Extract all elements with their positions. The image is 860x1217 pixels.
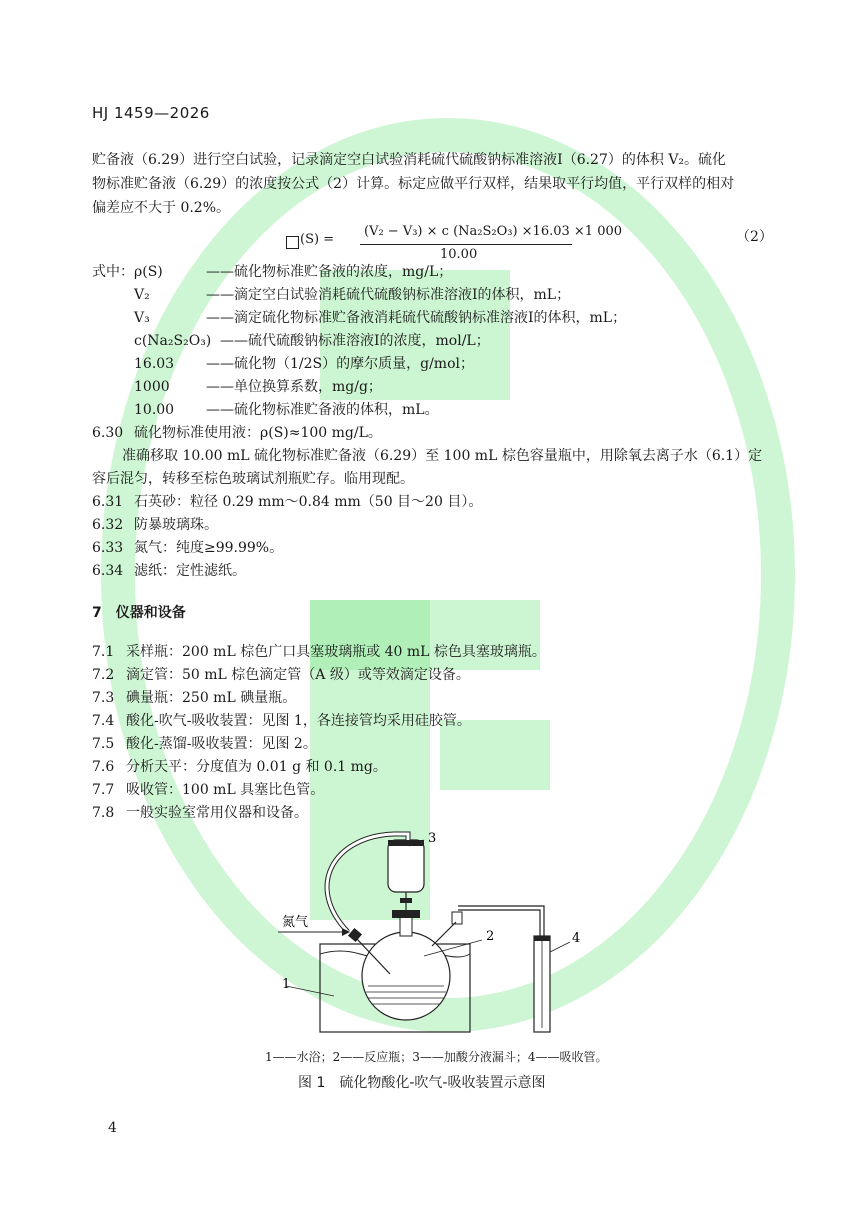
clause-number: 7.5 (92, 736, 115, 752)
figure-label-2: 2 (486, 929, 495, 944)
clause-text: 一般实验室常用仪器和设备。 (126, 805, 308, 821)
clause-number: 7.4 (92, 713, 115, 729)
page-number: 4 (108, 1120, 117, 1136)
formula-denominator: 10.00 (440, 247, 478, 262)
clause-text: 硫化物标准使用液：ρ(S)≈100 mg/L。 (134, 425, 382, 441)
definitions-intro: 式中： (92, 264, 134, 280)
clause-text: 采样瓶：200 mL 棕色广口具塞玻璃瓶或 40 mL 棕色具塞玻璃瓶。 (126, 644, 546, 660)
def-symbol: V₂ (134, 287, 150, 303)
missing-glyph-box (286, 236, 299, 249)
def-symbol: c(Na₂S₂O₃) (134, 333, 212, 349)
clause-text: 准确移取 10.00 mL 硫化物标准贮备液（6.29）至 100 mL 棕色容量瓶中，用除氧去离子水（6.1）定 (122, 448, 763, 464)
def-symbol: 16.03 (134, 356, 175, 372)
clause-text: 分析天平：分度值为 0.01 g 和 0.1 mg。 (126, 759, 387, 775)
clause-text: 氮气：纯度≥99.99%。 (134, 540, 284, 556)
section-heading: 7 仪器和设备 (92, 605, 186, 621)
equation-number: （2） (736, 229, 773, 245)
fraction-bar (360, 244, 572, 245)
def-symbol: 1000 (134, 379, 170, 395)
paragraph-line: 物标准贮备液（6.29）的浓度按公式（2）计算。标定应做平行双样，结果取平行均值，平行双样的相对 (92, 176, 735, 192)
clause-text: 滴定管：50 mL 棕色滴定管（A 级）或等效滴定设备。 (126, 667, 470, 683)
def-symbol: ρ(S) (134, 264, 163, 280)
clause-number: 6.31 (92, 494, 124, 510)
def-desc: ——硫化物标准贮备液的体积，mL。 (206, 402, 439, 418)
formula-2 (286, 224, 623, 266)
formula-lhs: (S) = (300, 232, 335, 247)
def-desc: ——硫化物（1/2S）的摩尔质量，g/mol； (206, 356, 474, 372)
figure-label-1: 1 (282, 977, 291, 992)
figure-label-4: 4 (572, 931, 581, 946)
clause-number: 7.2 (92, 667, 115, 683)
clause-number: 6.32 (92, 517, 124, 533)
clause-text: 防暴玻璃珠。 (134, 517, 218, 533)
clause-text: 滤纸：定性滤纸。 (134, 563, 246, 579)
clause-number: 7.6 (92, 759, 115, 775)
def-desc: ——单位换算系数，mg/g； (206, 379, 382, 395)
formula-numerator: (V₂ − V₃) × c (Na₂S₂O₃) ×16.03 ×1 000 (364, 224, 623, 239)
clause-number: 7.3 (92, 690, 115, 706)
def-symbol: V₃ (134, 310, 150, 326)
clause-number: 7.1 (92, 644, 115, 660)
clause-text: 容后混匀，转移至棕色玻璃试剂瓶贮存。临用现配。 (92, 471, 414, 487)
clause-number: 6.33 (92, 540, 124, 556)
paragraph-line: 贮备液（6.29）进行空白试验，记录滴定空白试验消耗硫代硫酸钠标准溶液Ⅰ（6.27）的体积 V₂。硫化 (92, 152, 727, 168)
clause-text: 酸化-吹气-吸收装置：见图 1，各连接管均采用硅胶管。 (126, 713, 471, 729)
clause-text: 酸化-蒸馏-吸收装置：见图 2。 (126, 736, 317, 752)
clause-number: 7.7 (92, 782, 115, 798)
clause-text: 石英砂：粒径 0.29 mm～0.84 mm（50 目～20 目）。 (134, 494, 483, 510)
def-desc: ——硫化物标准贮备液的浓度，mg/L； (206, 264, 453, 280)
dropping-funnel (388, 840, 424, 892)
document-code: HJ 1459—2026 (92, 104, 210, 122)
def-symbol: 10.00 (134, 402, 175, 418)
figure-label-gas: 氮气 (282, 915, 309, 930)
def-desc: ——滴定空白试验消耗硫代硫酸钠标准溶液Ⅰ的体积，mL； (206, 287, 571, 303)
def-desc: ——滴定硫化物标准贮备液消耗硫代硫酸钠标准溶液Ⅰ的体积，mL； (206, 310, 627, 326)
clause-number: 6.30 (92, 425, 124, 441)
apparatus-diagram (264, 826, 594, 1046)
figure-legend: 1——水浴；2——反应瓶；3——加酸分液漏斗；4——吸收管。 (265, 1050, 608, 1064)
figure-caption: 图 1 硫化物酸化-吹气-吸收装置示意图 (298, 1075, 546, 1091)
paragraph-line: 偏差应不大于 0.2%。 (92, 200, 231, 216)
clause-text: 吸收管：100 mL 具塞比色管。 (126, 782, 325, 798)
def-desc: ——硫代硫酸钠标准溶液Ⅰ的浓度，mol/L； (220, 333, 490, 349)
reaction-flask (362, 932, 450, 1020)
clause-text: 碘量瓶：250 mL 碘量瓶。 (126, 690, 297, 706)
figure-label-3: 3 (428, 831, 437, 846)
clause-number: 7.8 (92, 805, 115, 821)
clause-number: 6.34 (92, 563, 124, 579)
